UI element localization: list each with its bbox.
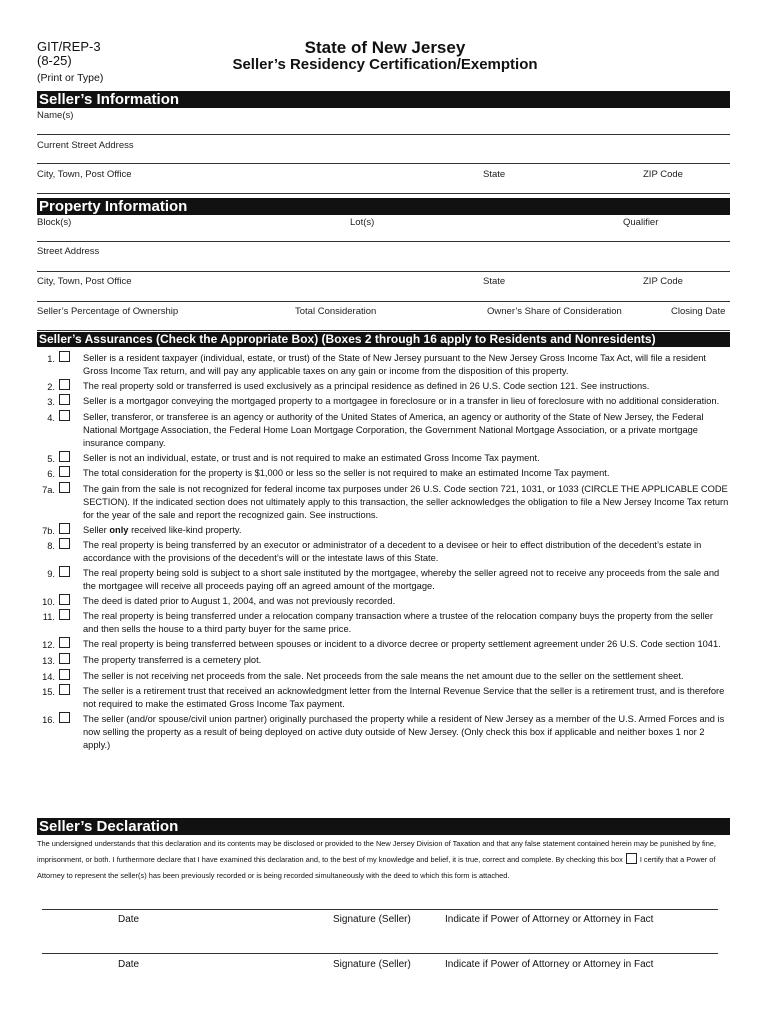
assurance-item-13: 13. The property transferred is a cemetery plot.	[42, 654, 262, 666]
seller-info-heading: Seller’s Information	[37, 91, 730, 108]
property-state-label: State	[483, 276, 506, 287]
page-title: State of New Jersey	[304, 38, 466, 57]
ownership-percentage-label: Seller’s Percentage of Ownership	[37, 306, 179, 317]
assurance-checkbox-13[interactable]	[59, 653, 70, 664]
qualifier-label: Qualifier	[623, 217, 659, 228]
assurance-checkbox-9[interactable]	[59, 566, 70, 577]
assurance-checkbox-7b[interactable]	[59, 523, 70, 534]
property-zip-label: ZIP Code	[643, 276, 683, 287]
current-street-field[interactable]	[37, 163, 730, 164]
block-lot-qualifier-field[interactable]	[37, 241, 730, 242]
assurance-checkbox-6[interactable]	[59, 466, 70, 477]
poa-label-1: Indicate if Power of Attorney or Attorney in Fact	[445, 914, 654, 925]
assurance-item-8: 8. The real property is being transferred by an executor or administrator of a decedent to a devisee or heir to effect distribution of the decedent’s estate in accordance with the provisions of the decedent’s will or the intestate laws of this State.	[47, 540, 702, 564]
assurance-item-11: 11. The real property is being transferred under a relocation company transaction where a trustee of the relocation company buys the property from the seller and then sells the house to a third party buyer for the same price.	[42, 611, 713, 635]
assurance-item-12: 12. The real property is being transferred between spouses or incident to a divorce decree or property settlement agreement under 26 U.S. Code section 1041.	[42, 638, 721, 650]
assurance-checkbox-2[interactable]	[59, 379, 70, 390]
assurance-checkbox-5[interactable]	[59, 451, 70, 462]
closing-date-label: Closing Date	[671, 306, 726, 317]
assurances-heading: Seller’s Assurances (Check the Appropriate Box) (Boxes 2 through 16 apply to Residents and Nonresidents)	[37, 332, 730, 347]
property-city-label: City, Town, Post Office	[37, 276, 132, 287]
ownership-consideration-field[interactable]	[37, 330, 730, 331]
seller-state-label: State	[483, 169, 506, 180]
property-city-state-zip-field[interactable]	[37, 301, 730, 302]
total-consideration-label: Total Consideration	[295, 306, 377, 317]
assurance-checkbox-10[interactable]	[59, 594, 70, 605]
signature-label-2: Signature (Seller)	[333, 959, 411, 970]
assurance-checkbox-7a[interactable]	[59, 482, 70, 493]
assurance-item-1: 1. Seller is a resident taxpayer (individual, estate, or trust) of the State of New Jersey pursuant to the New Jersey Gross Income Tax Act, will file a resident Gross Income Tax return, and will pay any applicable taxes on any gain or income from the disposition of this property.	[47, 353, 706, 376]
assurance-checkbox-11[interactable]	[59, 609, 70, 620]
print-note: (Print or Type)	[37, 72, 104, 84]
signature-line-2[interactable]	[42, 953, 718, 954]
power-of-attorney-checkbox[interactable]	[626, 853, 637, 864]
names-label: Name(s)	[37, 110, 74, 121]
seller-city-label: City, Town, Post Office	[37, 169, 132, 180]
assurance-item-15: 15. The seller is a retirement trust that received an acknowledgment letter from the Internal Revenue Service that the seller is a retirement trust, and is therefore not required to make the estimated Gross Income Tax payment.	[42, 686, 725, 710]
assurance-checkbox-3[interactable]	[59, 394, 70, 405]
assurance-item-7a: 7a. The gain from the sale is not recognized for federal income tax purposes under 26 U.S. Code section 721, 1031, or 1033 (CIRCLE THE APPLICABLE CODE SECTION). If the indicated section does not ultimately apply to this transaction, the seller acknowledges the obligation to file a New Jersey Income Tax return for the year of the sale and report the recognized gain. See instructions.	[42, 484, 729, 520]
block-label: Block(s)	[37, 217, 72, 228]
poa-label-2: Indicate if Power of Attorney or Attorney in Fact	[445, 959, 654, 970]
assurance-checkbox-12[interactable]	[59, 637, 70, 648]
seller-zip-label: ZIP Code	[643, 169, 683, 180]
assurances-list	[37, 352, 730, 753]
property-street-label: Street Address	[37, 246, 100, 257]
property-street-field[interactable]	[37, 271, 730, 272]
property-info-heading: Property Information	[37, 198, 730, 215]
assurance-checkbox-1[interactable]	[59, 351, 70, 362]
declaration-heading: Seller’s Declaration	[37, 818, 730, 835]
declaration-text: The undersigned understands that this declaration and its contents may be disclosed or provided to the New Jersey Division of Taxation and that any false statement contained herein may be punished by fine, imprisonment, or both. I furthermore declare that I have examined this declaration and, to the best of my knowledge and belief, it is true, correct and complete. By checking this box I certify that a Power of Attorney to represent the seller(s) has been previously recorded or is being recorded simultaneously with the deed to which this form is attached.	[37, 839, 716, 880]
names-field[interactable]	[37, 134, 730, 135]
assurance-checkbox-4[interactable]	[59, 410, 70, 421]
date-label-2: Date	[118, 959, 140, 970]
current-street-label: Current Street Address	[37, 140, 134, 151]
signature-label-1: Signature (Seller)	[333, 914, 411, 925]
assurance-item-7b: 7b. Seller only received like-kind property.	[42, 524, 242, 536]
assurance-item-6: 6. The total consideration for the property is $1,000 or less so the seller is not required to make an estimated Income Tax payment.	[47, 468, 610, 480]
assurance-item-16: 16. The seller (and/or spouse/civil union partner) originally purchased the property while a resident of New Jersey as a member of the U.S. Armed Forces and is now selling the property as a result of being deployed on active duty outside of New Jersey. (Only check this box if applicable and neither boxes 1 nor 2 apply.)	[42, 713, 725, 750]
assurance-checkbox-15[interactable]	[59, 684, 70, 695]
assurance-item-5: 5. Seller is not an individual, estate, or trust and is not required to make an estimated Gross Income Tax payment.	[47, 452, 540, 464]
lot-label: Lot(s)	[350, 217, 375, 228]
assurance-item-2: 2. The real property sold or transferred is used exclusively as a principal residence as defined in 26 U.S. Code section 121. See instructions.	[47, 380, 650, 392]
assurance-item-4: 4. Seller, transferor, or transferee is an agency or authority of the United States of America, an agency or authority of the State of New Jersey, the Federal National Mortgage Association, the Federal Home Loan Mortgage Corporation, the Government National Mortgage Association, or a private mortgage insurance company.	[47, 412, 704, 448]
page-subtitle: Seller’s Residency Certification/Exemption	[232, 56, 538, 73]
assurance-checkbox-14[interactable]	[59, 669, 70, 680]
seller-city-state-zip-field[interactable]	[37, 193, 730, 194]
date-label-1: Date	[118, 914, 140, 925]
owners-share-label: Owner’s Share of Consideration	[487, 306, 622, 317]
signature-line-1[interactable]	[42, 909, 718, 910]
assurance-item-9: 9. The real property being sold is subject to a short sale instituted by the mortgagee, whereby the seller agreed not to receive any proceeds from the sale and the mortgagee will receive all proceeds paying off an agreed amount of the mortgage.	[47, 567, 720, 591]
assurance-item-3: 3. Seller is a mortgagor conveying the mortgaged property to a mortgagee in foreclosure or in a transfer in lieu of foreclosure with no additional consideration.	[47, 396, 720, 408]
form-revision: (8-25)	[37, 53, 72, 68]
assurance-checkbox-16[interactable]	[59, 712, 70, 723]
assurance-item-10: 10. The deed is dated prior to August 1, 2004, and was not previously recorded.	[42, 595, 396, 607]
assurance-item-14: 14. The seller is not receiving net proceeds from the sale. Net proceeds from the sale means the net amount due to the seller on the settlement sheet.	[42, 670, 684, 682]
assurance-checkbox-8[interactable]	[59, 538, 70, 549]
form-number: GIT/REP-3	[37, 39, 101, 54]
